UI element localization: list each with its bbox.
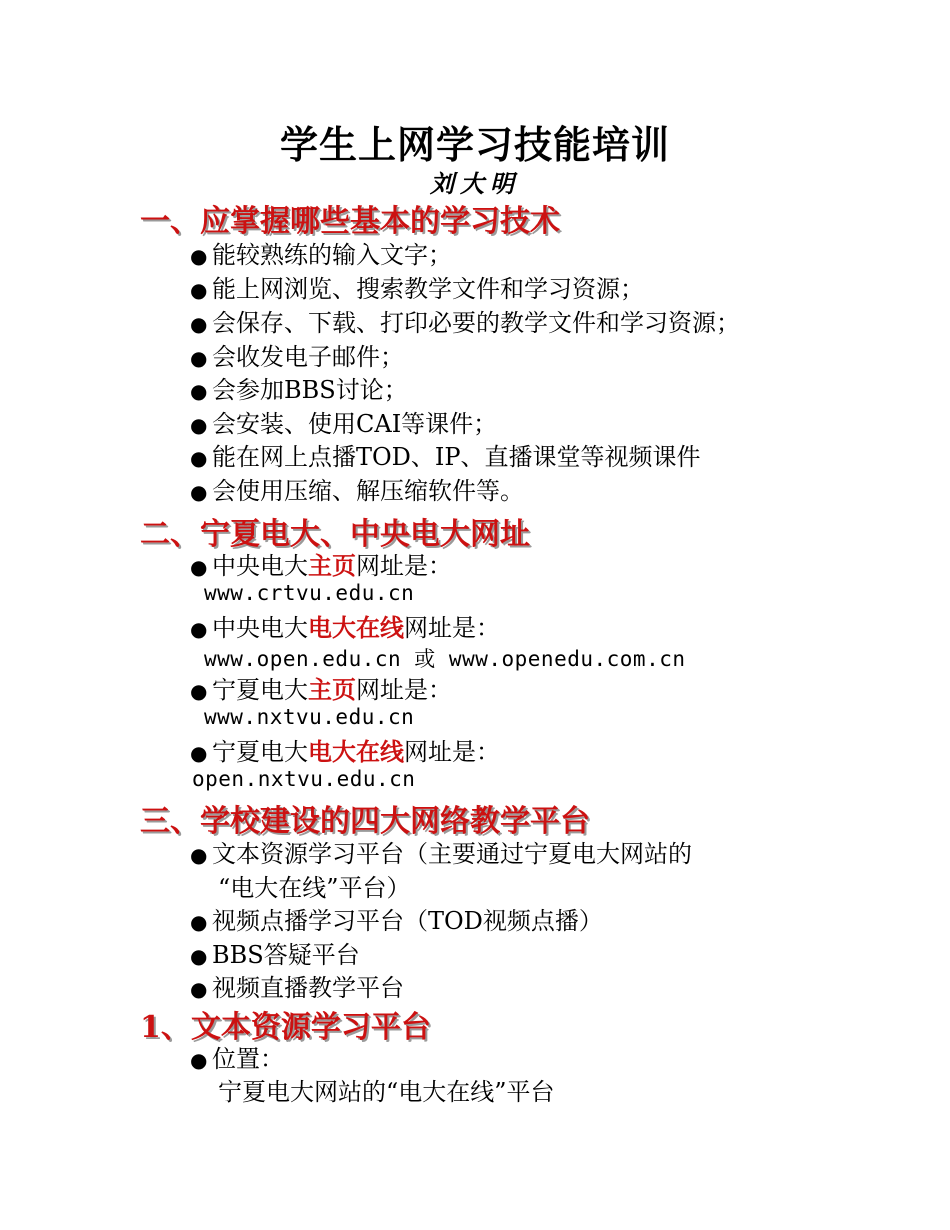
bullet-icon: ● (190, 555, 208, 579)
list-item: ● 会使用压缩、解压缩软件等。 (190, 477, 524, 505)
url-link[interactable]: www.open.edu.cn 或 www.openedu.com.cn (204, 647, 686, 671)
list-item: ● 会收发电子邮件； (190, 343, 404, 371)
url-entry-label: ● 中央电大电大在线网址是： (190, 613, 500, 642)
list-item: ● BBS答疑平台 (190, 941, 360, 969)
section1-heading: 一、应掌握哪些基本的学习技术 (140, 204, 560, 239)
bullet-icon: ● (190, 843, 208, 867)
list-item: ● 视频点播学习平台（TOD视频点播） (190, 907, 603, 935)
bullet-icon: ● (190, 379, 208, 403)
bullet-icon: ● (190, 741, 208, 765)
list-item: ● 能上网浏览、搜索教学文件和学习资源； (190, 275, 644, 303)
url-link[interactable]: www.crtvu.edu.cn (204, 581, 415, 605)
bullet-icon: ● (190, 346, 208, 370)
url-entry-label: ● 宁夏电大主页网址是： (190, 675, 452, 704)
bullet-icon: ● (190, 977, 208, 1001)
bullet-icon: ● (190, 278, 208, 302)
list-item: ● 能较熟练的输入文字； (190, 241, 452, 269)
url-link[interactable]: open.nxtvu.edu.cn (192, 767, 416, 791)
url-entry-label: ● 宁夏电大电大在线网址是： (190, 737, 500, 766)
bullet-icon: ● (190, 312, 208, 336)
list-item: ● 位置： (190, 1045, 284, 1073)
list-item: ● 视频直播教学平台 (190, 974, 404, 1002)
bullet-icon: ● (190, 1048, 208, 1072)
document-title: 学生上网学习技能培训 (279, 122, 670, 167)
bullet-icon: ● (190, 413, 208, 437)
list-item-continuation: 宁夏电大网站的“电大在线”平台 (218, 1078, 555, 1106)
list-item: ● 会保存、下载、打印必要的教学文件和学习资源； (190, 309, 740, 337)
url-link[interactable]: www.nxtvu.edu.cn (204, 705, 415, 729)
bullet-icon: ● (190, 944, 208, 968)
url-entry-label: ● 中央电大主页网址是： (190, 551, 452, 580)
bullet-icon: ● (190, 480, 208, 504)
list-item: ● 会安装、使用CAI等课件； (190, 410, 498, 438)
bullet-icon: ● (190, 910, 208, 934)
list-item: ● 文本资源学习平台（主要通过宁夏电大网站的 (190, 840, 692, 868)
bullet-icon: ● (190, 446, 208, 470)
list-item-continuation: “电大在线”平台） (218, 874, 411, 902)
list-item: ● 能在网上点播TOD、IP、直播课堂等视频课件 (190, 443, 701, 471)
list-item: ● 会参加BBS讨论； (190, 376, 408, 404)
bullet-icon: ● (190, 679, 208, 703)
bullet-icon: ● (190, 244, 208, 268)
section4-heading: 1、文本资源学习平台 (140, 1010, 431, 1045)
section3-heading: 三、学校建设的四大网络教学平台 (140, 804, 590, 839)
author-name: 刘大明 (430, 169, 520, 198)
section2-heading: 二、宁夏电大、中央电大网址 (140, 517, 530, 552)
bullet-icon: ● (190, 617, 208, 641)
